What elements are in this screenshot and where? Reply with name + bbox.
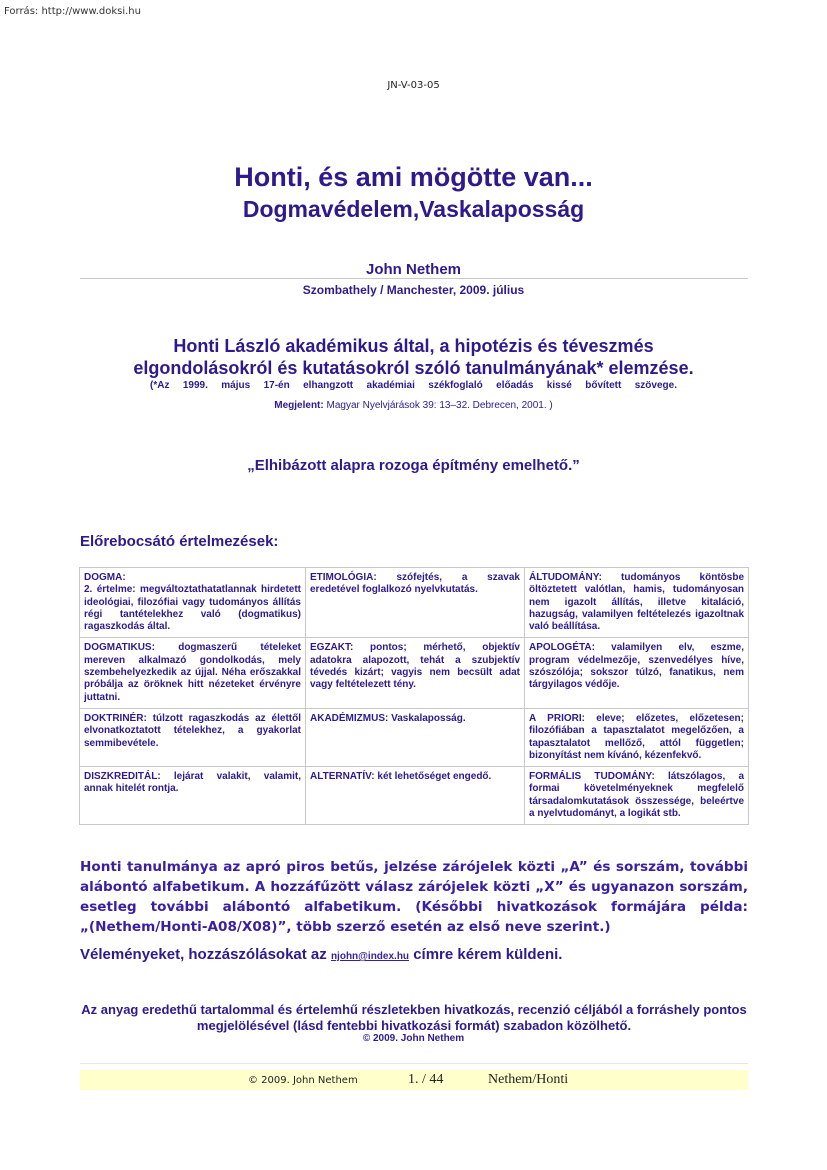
place-date: Szombathely / Manchester, 2009. július (302, 283, 525, 297)
glossary-definition: 2. értelme: megváltoztathatatlannak hirdetett ideológiai, filozófiai vagy tudományos állítás régi tantételekhez való (dogmatikus) ragaszkodás által. (84, 584, 301, 633)
header-divider (80, 278, 748, 279)
footer-doc-name: Nethem/Honti (488, 1072, 569, 1087)
glossary-cell (80, 708, 306, 766)
glossary-definition: pontos; mérhető, objektív adatokra alapozott, tehát a szubjektív tévedés kizárt; vagyis nem becsült adat vagy feltételezett tény. (310, 642, 520, 691)
glossary-cell (525, 638, 749, 708)
opinions-text-before: Véleményeket, hozzászólásokat az (80, 946, 331, 963)
citation-paragraph: Honti tanulmánya az apró piros betűs, jelzése zárójelek közti „A” és sorszám, további alábontó alfabetikum. A hozzáfűzött válasz zárójelek közti „X” és ugyanazon sorszám, esetleg további alábontó alfabetikum. (Későbbi hivatkozások formájára példa: „(Nethem/Honti-A08/X08)”, több szerző esetén az első neve szerint.) (80, 859, 748, 935)
glossary-term: ÁLTUDOMÁNY: (529, 572, 602, 583)
table-row (80, 767, 749, 825)
glossary-term: A PRIORI: (529, 712, 585, 724)
footer-copyright: © 2009. John Nethem (248, 1075, 358, 1086)
glossary-definition: két lehetőséget engedő. (374, 771, 492, 783)
glossary-definition: lejárat valakit, valamit, annak hitelét rontja. (84, 771, 301, 795)
glossary-definition: tudományos köntösbe öltöztetett valótlan, hamis, tudományosan nem igazolt állítás, illetve kitaláció, hazugság, valamilyen feltételezés igazoltnak való beállítása. (529, 572, 744, 633)
copyright-line: © 2009. John Nethem (362, 1033, 465, 1044)
glossary-cell (306, 638, 525, 708)
glossary-definition: valamilyen elv, eszme, program védelmezője, szenvedélyes híve, szószólója; sokszor túlzó, fanatikus, nem tárgyilagos védője. (529, 642, 744, 691)
table-row (80, 708, 749, 766)
motto-quote: „Elhibázott alapra rozoga építmény emelhető.” (247, 457, 580, 474)
glossary-table (79, 567, 749, 825)
footer-page-number: 1. / 44 (408, 1072, 444, 1087)
definitions-heading: Előrebocsátó értelmezések: (80, 533, 279, 550)
glossary-cell (80, 767, 306, 825)
table-row (80, 568, 749, 638)
document-id: JN-V-03-05 (387, 80, 440, 91)
page-subtitle: Dogmavédelem,Vaskalaposság (242, 196, 585, 222)
table-row (80, 638, 749, 708)
author-name: John Nethem (365, 261, 461, 278)
glossary-cell (306, 708, 525, 766)
glossary-cell (80, 568, 306, 638)
glossary-term: DOKTRINÉR: (84, 712, 147, 724)
opinions-text-after: címre kérem küldeni. (409, 946, 563, 963)
glossary-cell (525, 568, 749, 638)
footnote: (*Az 1999. május 17-én elhangzott akadémiai székfoglaló előadás kissé bővített szövege. (150, 380, 677, 391)
glossary-cell (80, 638, 306, 708)
glossary-term: APOLOGÉTA: (529, 642, 595, 654)
glossary-definition: eleve; előzetes, előzetesen; filozófiában a tapasztalatot megelőzően, a tapasztalatot mellőző, attól független; bizonyítást nem kívánó, kézenfekvő. (529, 712, 744, 761)
glossary-definition: túlzott ragaszkodás az élettől elvonatkoztatott tételekhez, a gyakorlat semmibevétele. (84, 712, 301, 749)
source-line: Forrás: http://www.doksi.hu (4, 6, 141, 17)
page-footer (80, 1070, 748, 1090)
glossary-definition: látszólagos, a formai követelményeknek megfelelő társadalomkutatások összessége, beleértve a nyelvtudományt, a logikát stb. (529, 771, 745, 820)
glossary-term: DISZKREDITÁL: (84, 771, 161, 783)
glossary-term: AKADÉMIZMUS: (310, 712, 389, 724)
publication-line (0, 400, 827, 411)
glossary-cell (306, 767, 525, 825)
glossary-cell (525, 767, 749, 825)
email-link[interactable]: njohn@index.hu (330, 951, 410, 962)
glossary-cell (525, 708, 749, 766)
glossary-definition: dogmaszerű tételeket mereven alkalmazó gondolkodás, mely szembehelyezkedik az újjal. Néha erőszakkal próbálja az öröknek hitt nézeteket érvényre juttatni. (84, 642, 301, 703)
footer-divider (80, 1063, 748, 1064)
glossary-term: ETIMOLÓGIA: (310, 572, 377, 583)
glossary-term: DOGMA: (84, 572, 126, 583)
glossary-definition: szófejtés, a szavak eredetével foglalkozó nyelvkutatás. (310, 572, 520, 596)
publication-label: Megjelent: (274, 400, 324, 411)
usage-note: Az anyag eredethű tartalommal és értelemhű részletekben hivatkozás, recenzió céljából a forráshely pontos megjelölésével (lásd fentebbi hivatkozási formát) szabadon közölhető. (81, 1002, 747, 1033)
glossary-term: FORMÁLIS TUDOMÁNY: (529, 771, 655, 783)
glossary-definition: Vaskalaposság. (388, 712, 466, 724)
glossary-term: DOGMATIKUS: (84, 642, 155, 654)
publication-text: Magyar Nyelvjárások 39: 13–32. Debrecen, 2001. ) (323, 400, 553, 411)
analysis-heading-line2: elgondolásokról és kutatásokról szóló tanulmányának* elemzése. (133, 358, 694, 378)
glossary-term: EGZAKT: (310, 642, 354, 654)
analysis-heading-line1: Honti László akadémikus által, a hipotézis és téveszmés (173, 336, 654, 356)
glossary-term: ALTERNATÍV: (310, 771, 375, 783)
glossary-cell (306, 568, 525, 638)
opinions-line (80, 946, 748, 963)
page-title: Honti, és ami mögötte van... (234, 162, 593, 192)
